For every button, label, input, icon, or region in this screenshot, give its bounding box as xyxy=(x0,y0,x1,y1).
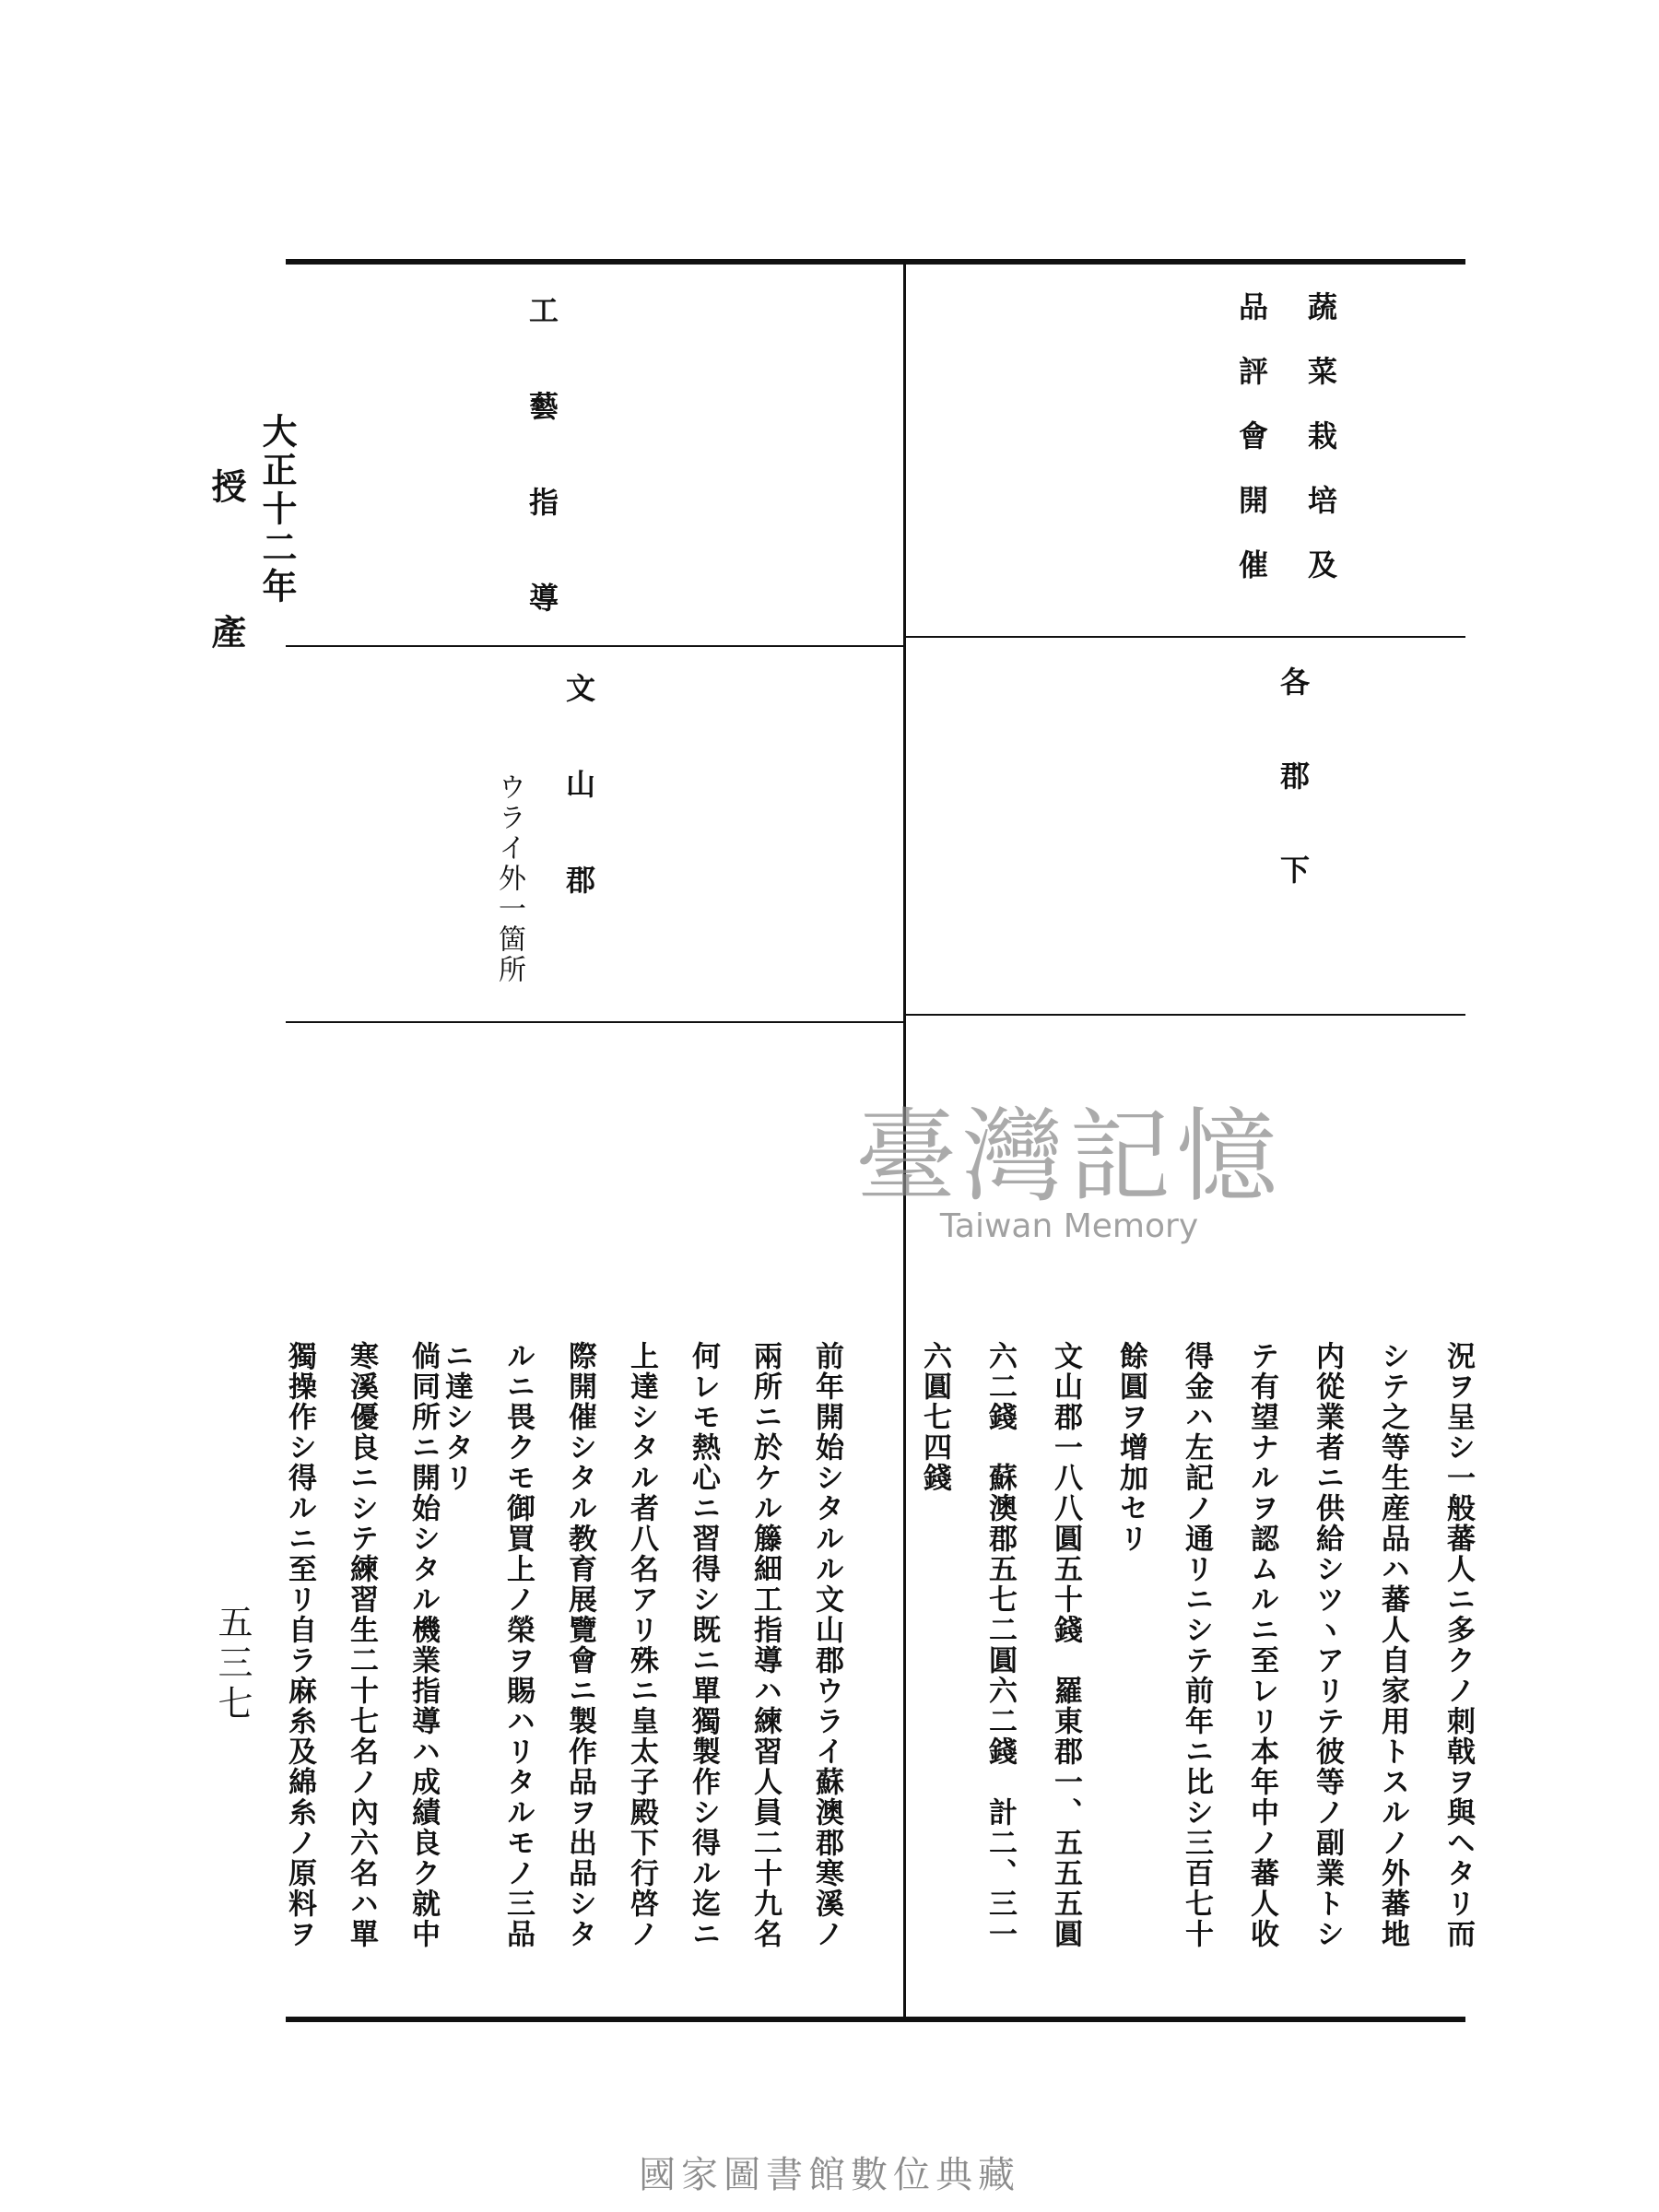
right-body-line: 六二錢 蘇澳郡五七二圓六二錢 計二、三一 xyxy=(983,1341,1017,1949)
left-district: 文山郡 xyxy=(561,673,596,960)
taiwan-memory-watermark xyxy=(820,1098,1318,1245)
right-body-line: 況ヲ呈シ一般蕃人ニ多クノ刺戟ヲ與ヘタリ而 xyxy=(1441,1341,1475,1949)
left-body-line: 際開催シタル教育展覽會ニ製作品ヲ出品シタ xyxy=(563,1341,596,1949)
right-body-line: 内從業者ニ供給シツヽアリテ彼等ノ副業トシ xyxy=(1311,1341,1344,1949)
right-body-line: テ有望ナルヲ認ムルニ至レリ本年中ノ蕃人收 xyxy=(1245,1341,1278,1949)
left-title: 工藝指導 xyxy=(524,295,559,678)
right-district-rule xyxy=(906,1014,1465,1016)
right-title-line-2: 品評會開催 xyxy=(1234,291,1269,614)
right-district: 各郡下 xyxy=(1276,666,1311,948)
right-body-line: 文山郡一八八圓五十錢 羅東郡一、五五五圓 xyxy=(1049,1341,1082,1949)
right-body-line: 餘圓ヲ增加セリ xyxy=(1114,1341,1147,1554)
library-footer: 國家圖書館數位典藏 xyxy=(639,2154,1020,2196)
right-header-rule xyxy=(906,636,1465,638)
right-body-line: 六圓七四錢 xyxy=(918,1341,951,1493)
running-head-year: 大正十二年 xyxy=(256,413,298,606)
frame-top-rule xyxy=(286,259,1465,265)
frame-bottom-rule xyxy=(286,2017,1465,2022)
left-body-line: 兩所ニ於ケル籐細工指導ハ練習人員二十九名 xyxy=(748,1341,782,1949)
running-head xyxy=(201,413,302,759)
left-body-line: ルニ畏クモ御買上ノ榮ヲ賜ハリタルモノ三品 xyxy=(501,1341,535,1949)
right-body-line: シテ之等生産品ハ蕃人自家用トスルノ外蕃地 xyxy=(1376,1341,1409,1949)
left-body-line: ニ達シタリ xyxy=(440,1341,473,1493)
page-number: 五三七 xyxy=(212,1604,253,1725)
left-body-line: 前年開始シタルル文山郡ウライ蘇澳郡寒溪ノ xyxy=(810,1341,843,1949)
watermark-english: Taiwan Memory xyxy=(939,1207,1199,1245)
left-district-rule xyxy=(286,1021,903,1023)
left-body-line: 何レモ熱心ニ習得シ既ニ單獨製作シ得ル迄ニ xyxy=(687,1341,720,1949)
left-body-line: 倘同所ニ開始シタル機業指導ハ成績良ク就中 xyxy=(406,1341,440,1949)
right-title-line-1: 蔬菜栽培及 xyxy=(1303,291,1338,614)
left-site: ウライ外一箇所 xyxy=(493,772,525,985)
right-body-line: 得金ハ左記ノ通リニシテ前年ニ比シ三百七十 xyxy=(1180,1341,1213,1949)
left-body-line: 上達シタル者八名アリ殊ニ皇太子殿下行啓ノ xyxy=(625,1341,658,1949)
watermark-chinese: 臺灣記憶 xyxy=(855,1098,1283,1216)
left-body-line: 寒溪優良ニシテ練習生二十七名ノ內六名ハ單 xyxy=(345,1341,378,1949)
running-head-subject: 授產 xyxy=(206,468,247,759)
left-body-line: 獨操作シ得ルニ至リ自ラ麻糸及綿糸ノ原料ヲ xyxy=(283,1341,316,1949)
left-header-rule xyxy=(286,645,903,647)
